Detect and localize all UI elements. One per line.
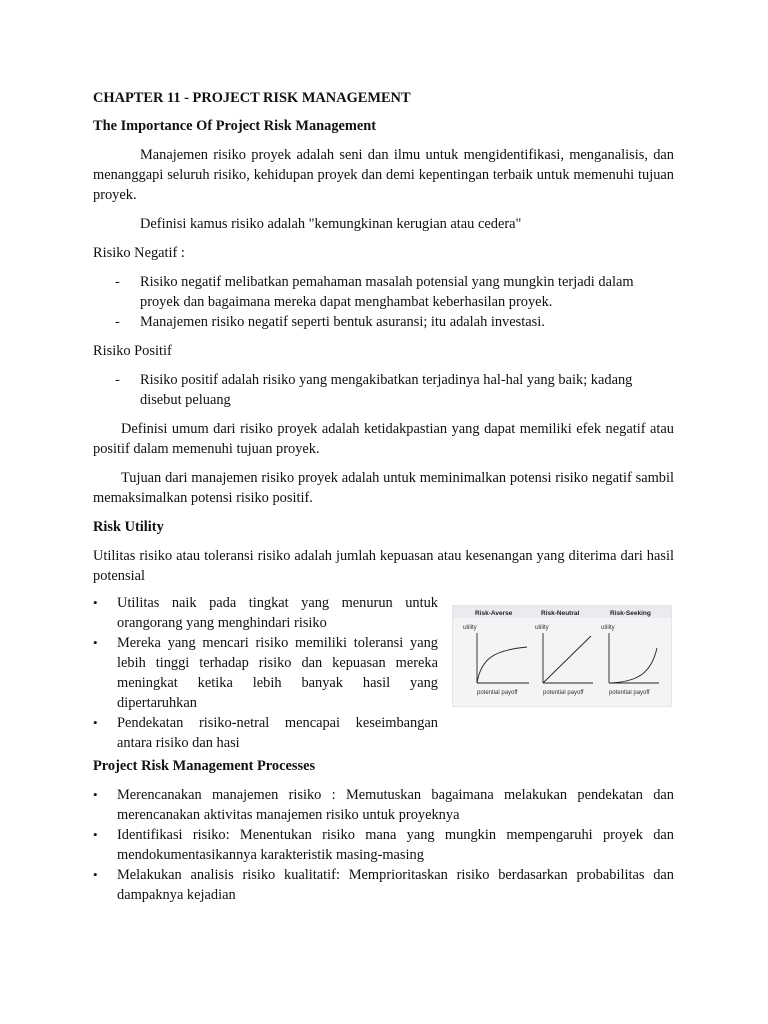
processes-list [93, 785, 674, 905]
list-item [93, 370, 674, 410]
importance-paragraph-2: Definisi kamus risiko adalah "kemungkinan kerugian atau cedera" [140, 216, 522, 232]
list-item [93, 825, 674, 865]
list-item [93, 633, 438, 713]
dash-marker: - [115, 372, 120, 388]
bullet-marker: • [93, 827, 98, 842]
list-item-text: Manajemen risiko negatif seperti bentuk asuransi; itu adalah investasi. [140, 314, 545, 330]
list-item [93, 865, 674, 905]
list-item-text: Risiko positif adalah risiko yang mengakibatkan terjadinya hal-hal yang baik; kadang disebut peluang [140, 372, 633, 408]
panel-title-risk-neutral: Risk-Neutral [541, 610, 580, 617]
risk-utility-figure [452, 605, 672, 707]
list-item-text: Merencanakan manajemen risiko : Memutuskan bagaimana melakukan pendekatan dan merencanakan aktivitas manajemen risiko untuk proyeknya [117, 787, 674, 823]
risiko-positif-label: Risiko Positif [93, 343, 172, 359]
risiko-negatif-list [93, 272, 674, 332]
dash-marker: - [115, 274, 120, 290]
importance-paragraph-3: Definisi umum dari risiko proyek adalah ketidakpastian yang dapat memiliki efek negatif atau positif dalam memenuhi tujuan proyek. [93, 421, 674, 457]
utility-curves-diagram [453, 606, 671, 706]
risk-averse-curve [477, 647, 527, 683]
panel-2-xlabel: potential payoff [543, 690, 584, 696]
list-item-text: Identifikasi risiko: Menentukan risiko mana yang mungkin mempengaruhi proyek dan mendokumentasikannya karakteristik masing-masing [117, 827, 674, 863]
list-item [93, 785, 674, 825]
panel-3-xlabel: potential payoff [609, 690, 650, 696]
panel-1-ylabel: utility [463, 625, 477, 631]
risk-neutral-line [543, 636, 591, 683]
risiko-positif-list [93, 370, 674, 410]
list-item [93, 713, 438, 753]
panel-2-ylabel: utility [535, 625, 549, 631]
list-item-text: Utilitas naik pada tingkat yang menurun untuk orangorang yang menghindari risiko [117, 595, 438, 631]
list-item-text: Melakukan analisis risiko kualitatif: Memprioritaskan risiko berdasarkan probabilitas dan dampaknya kejadian [117, 867, 674, 903]
bullet-marker: • [93, 635, 98, 650]
list-item-text: Pendekatan risiko-netral mencapai keseimbangan antara risiko dan hasi [117, 715, 438, 751]
list-item [93, 593, 438, 633]
bullet-marker: • [93, 715, 98, 730]
importance-paragraph-4: Tujuan dari manajemen risiko proyek adalah untuk meminimalkan potensi risiko negatif sambil memaksimalkan potensi risiko positif. [93, 470, 674, 506]
risk-seeking-curve [609, 648, 657, 683]
risk-utility-heading: Risk Utility [93, 519, 164, 535]
processes-heading: Project Risk Management Processes [93, 758, 316, 774]
panel-1-xlabel: potential payoff [477, 690, 518, 696]
dash-marker: - [115, 314, 120, 330]
importance-heading: The Importance Of Project Risk Management [93, 118, 377, 134]
chapter-title: CHAPTER 11 - PROJECT RISK MANAGEMENT [93, 90, 411, 106]
risk-utility-bullets [93, 593, 438, 753]
risiko-negatif-label: Risiko Negatif : [93, 245, 185, 261]
list-item-text: Mereka yang mencari risiko memiliki toleransi yang lebih tinggi terhadap risiko dan kepuasan mereka meningkat ketika lebih banyak hasil yang dipertaruhkan [117, 635, 438, 711]
bullet-marker: • [93, 595, 98, 610]
list-item [93, 272, 674, 312]
document-page [93, 84, 674, 905]
panel-title-risk-seeking: Risk-Seeking [610, 610, 651, 617]
risk-utility-section [93, 593, 674, 751]
risk-utility-intro: Utilitas risiko atau toleransi risiko adalah jumlah kepuasan atau kesenangan yang diterima dari hasil potensial [93, 548, 674, 584]
bullet-marker: • [93, 787, 98, 802]
list-item [93, 312, 674, 332]
panel-3-ylabel: utility [601, 625, 615, 631]
panel-title-risk-averse: Risk-Averse [475, 610, 513, 617]
importance-paragraph-1: Manajemen risiko proyek adalah seni dan ilmu untuk mengidentifikasi, menganalisis, dan menanggapi seluruh risiko, kehidupan proyek dan demi kepentingan terbaik untuk memenuhi tujuan proyek. [93, 147, 674, 203]
bullet-marker: • [93, 867, 98, 882]
list-item-text: Risiko negatif melibatkan pemahaman masalah potensial yang mungkin terjadi dalam proyek dan bagaimana mereka dapat menghambat keberhasilan proyek. [140, 274, 634, 310]
